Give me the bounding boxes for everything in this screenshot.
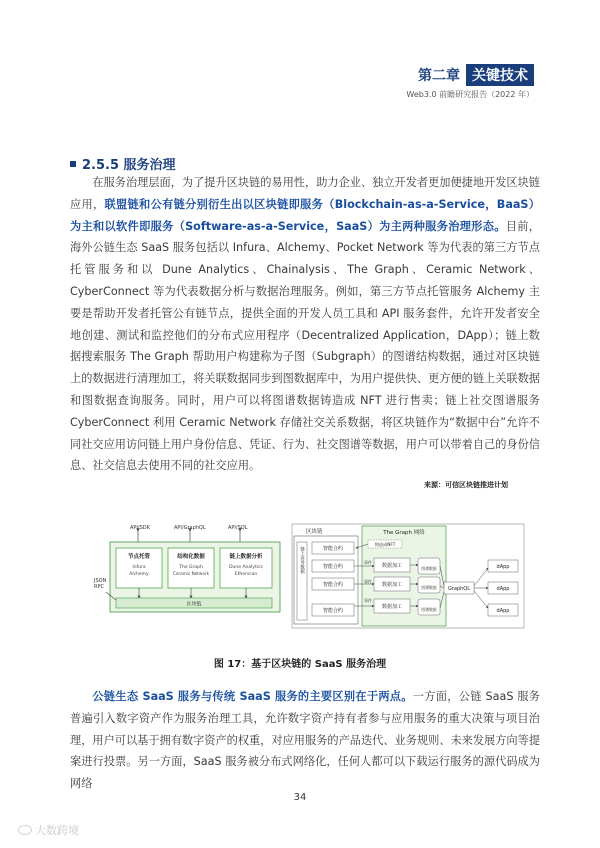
svg-text:Dune Analytics: Dune Analytics [229,565,263,570]
svg-text:智能合约: 智能合约 [322,608,344,614]
svg-text:智能合约: 智能合约 [322,546,344,552]
chapter-name: 关键技术 [466,64,534,86]
svg-text:事件: 事件 [364,598,372,603]
graphql-label: GraphQL [447,586,471,592]
api-label-3: API/SQL [228,525,248,531]
svg-text:数据加工: 数据加工 [381,582,403,588]
svg-text:图谱数据: 图谱数据 [421,585,437,590]
svg-text:Alchemy: Alchemy [129,572,149,577]
watermark [18,822,79,838]
paragraph-1-text-a: 在服务治理层面，为了提升区块链的易用性，助力企业、独立开发者更加便捷地开发区块链应用， [70,176,540,211]
svg-text:事件: 事件 [364,560,372,565]
api-label-2: API/GraphQL [174,525,206,531]
left-diagram [93,525,280,612]
svg-text:dApp: dApp [496,586,510,592]
svg-text:铸造成NFT: 铸造成NFT [374,542,396,547]
svg-text:链上数据分析: 链上数据分析 [229,554,263,560]
paragraph-2 [70,686,540,795]
chain-title: 区块链 [306,529,323,535]
square-bullet-icon [70,161,76,167]
svg-text:Ceramic Network: Ceramic Network [172,571,210,576]
section-title [70,154,176,173]
paragraph-1 [70,172,540,477]
figure-caption: 图 17：基于区块链的 SaaS 服务治理 [213,659,387,670]
svg-text:结构化数据: 结构化数据 [177,554,205,560]
svg-text:数据加工: 数据加工 [381,563,403,569]
saas-diagram [92,520,528,632]
svg-text:dApp: dApp [496,608,510,614]
paragraph-1-highlight: 联盟链和公有链分别衍生出以区块链即服务（Blockchain-as-a-Service，BaaS）为主和以软件即服务（Software-as-a-Service，SaaS）为主两种服务治理形态。 [70,197,540,233]
paragraph-2-highlight: 公链生态 SaaS 服务与传统 SaaS 服务的主要区别在于两点。 [92,690,413,703]
chain-data-vertical: 链上业务数据 [299,546,305,574]
page-header [406,64,534,100]
svg-text:数据加工: 数据加工 [381,604,403,610]
report-subtitle: Web3.0 前瞻研究报告（2022 年） [406,90,534,99]
graph-network-title: The Graph 网络 [383,530,425,536]
right-diagram [292,524,524,628]
paragraph-1-text-b: 目前，海外公链生态 SaaS 服务包括以 Infura、Alchemy、Pocket Network 等为代表的第三方节点托管服务和以 Dune Analytics、Chainalysis、The Graph、Ceramic Network、CyberConnect 等为代表数据分析与数据治理服务。例如，第三方节点托管服务 Alchemy 主要是帮助开发者托管公有链节点，提供全面的开发人员工具和 API 服务套件，允许开发者安全地创建、测试和监控他们的分布式应用程序（Decentralized Application，DApp）；链上数据搜索服务 The Graph 帮助用户构建称为子图（Subgraph）的图谱结构数据，通过对区块链上的数据进行清理加工，将关联数据同步到图数据库中，为用户提供快、更方便的链上关联数据和图数据查询服务。同时，用户可以将图谱数据铸造成 NFT 进行售卖；链上社交图谱服务 CyberConnect 利用 Ceramic Network 存储社交关系数据，将区块链作为“数据中台”允许不同社交应用访问链上用户身份信息、凭证、行为、社交图谱等数据，用户可以带着自己的身份信息、社交信息去使用不同的社交应用。 [70,219,540,473]
page-number: 34 [293,792,307,803]
watermark-logo-icon [18,825,32,835]
watermark-text: 大数跨境 [35,824,79,837]
chapter-number: 第二章 [418,68,460,84]
svg-text:Infura: Infura [132,565,146,570]
svg-text:智能合约: 智能合约 [322,582,344,588]
svg-text:Etherscan: Etherscan [234,572,258,577]
svg-text:图谱数据: 图谱数据 [421,566,437,571]
figure-source: 来源：可信区块链推进计划 [424,481,508,489]
svg-text:dApp: dApp [496,564,510,570]
paragraph-2-text: 一方面，公链 SaaS 服务普遍引入数字资产作为服务治理工具，允许数字资产持有者参与应用服务的重大决策与项目治理，用户可以基于拥有数字资产的权重，对应用服务的产品迭代、业务规则、未来发展方向等提案进行投票。另一方面，SaaS 服务被分布式网络化，任何人都可以下载运行服务的源代码成为网络 [70,690,540,791]
svg-text:JSON: JSON [94,578,107,584]
api-label-1: API/SDK [130,525,150,531]
section-title-text: 2.5.5 服务治理 [82,158,176,173]
svg-text:区块链: 区块链 [186,601,202,608]
svg-text:The Graph: The Graph [179,565,203,570]
svg-text:事件: 事件 [364,579,372,584]
svg-text:RPC: RPC [94,584,104,590]
node-hosting-title: 节点托管 [127,554,151,560]
svg-text:智能合约: 智能合约 [322,564,344,570]
svg-text:图谱数据: 图谱数据 [421,607,437,612]
